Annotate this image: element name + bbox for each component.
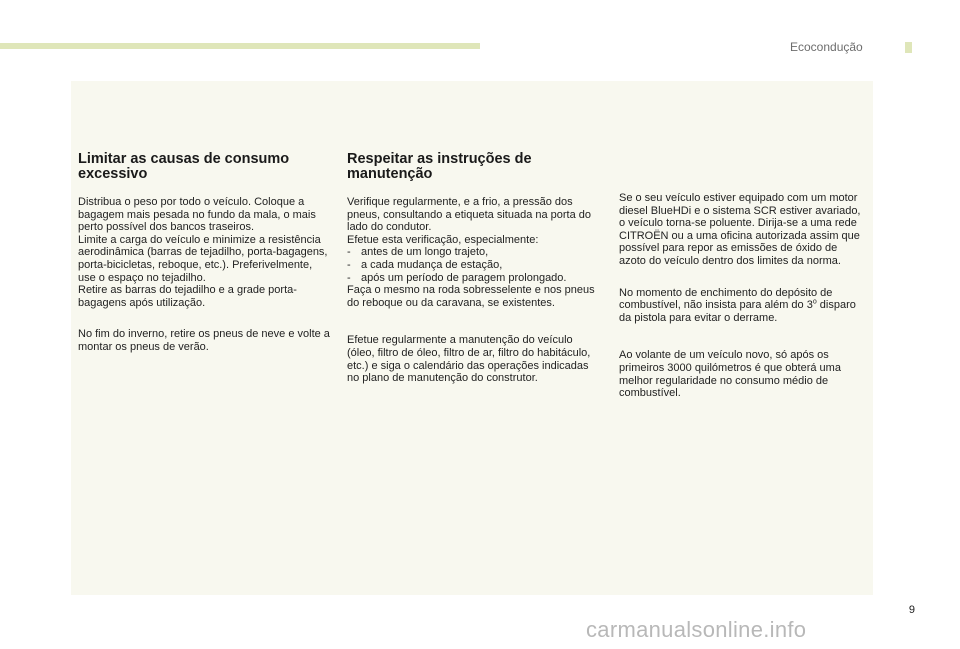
paragraph-refuelling: No momento de enchimento do depósito de combustível, não insista para além do 3$^o$ disparo da pistola para evitar o derrame. [619,286,856,324]
list-item [347,272,602,285]
list-dash: - [347,271,351,284]
paragraph-check-intro: Efetue esta verificação, especialmente: [347,233,539,246]
list-item [347,259,602,272]
column-notes [619,192,867,400]
heading-limit-consumption: Limitar as causas de consumo excessivo [78,151,290,182]
list-item-text: após um período de paragem prolongado. [361,271,567,284]
paragraph-spare-wheel: Faça o mesmo na roda sobresselente e nos pneus do reboque ou da caravana, se existentes. [347,284,595,309]
list-dash: - [347,258,351,271]
paragraph-weight: Distribua o peso por todo o veículo. Coloque a bagagem mais pesada no fundo da mala, o mais perto possível dos bancos traseiros. [78,196,316,234]
page-number: 9 [908,604,915,616]
paragraph-roof-bars: Retire as barras do tejadilho e a grade porta-bagagens após utilização. [78,284,297,309]
paragraph-bluehdi: Se o seu veículo estiver equipado com um motor diesel BlueHDi e o sistema SCR estiver avariado, o veículo torna-se poluente. Dirija-se a uma rede CITROËN ou a uma oficina autorizada assim que possível para repor as emissões de óxido de azoto do veículo dentro dos limites da norma. [619,192,861,267]
section-title: Ecocondução [790,40,863,54]
list-dash: - [347,246,351,259]
list-item-text: antes de um longo trajeto, [361,246,489,259]
heading-maintenance: Respeitar as instruções de manutenção [347,151,532,182]
paragraph-service: Efetue regularmente a manutenção do veículo (óleo, filtro de óleo, filtro de ar, filtro do habitáculo, etc.) e siga o calendário das operações indicadas no plano de manutenção do construtor. [347,334,591,385]
column-maintenance [347,152,602,385]
watermark: carmanualsonline.info [586,617,807,642]
list-item-text: a cada mudança de estação, [361,258,503,271]
header-accent-bar [0,43,480,49]
paragraph-new-vehicle: Ao volante de um veículo novo, só após os primeiros 3000 quilómetros é que obterá uma melhor regularidade no consumo médio de combustível. [619,349,841,400]
column-consumption [78,152,330,354]
paragraph-tyre-pressure: Verifique regularmente, e a frio, a pressão dos pneus, consultando a etiqueta situada na porta do lado do condutor. [347,196,592,234]
list-item [347,246,602,259]
paragraph-load: Limite a carga do veículo e minimize a resistência aerodinâmica (barras de tejadilho, porta-bagagens, porta-bicicletas, reboque, etc.). Preferivelmente, use o espaço no tejadilho. [78,233,328,284]
section-marker [905,42,912,53]
paragraph-winter-tyres: No fim do inverno, retire os pneus de neve e volte a montar os pneus de verão. [78,328,330,353]
